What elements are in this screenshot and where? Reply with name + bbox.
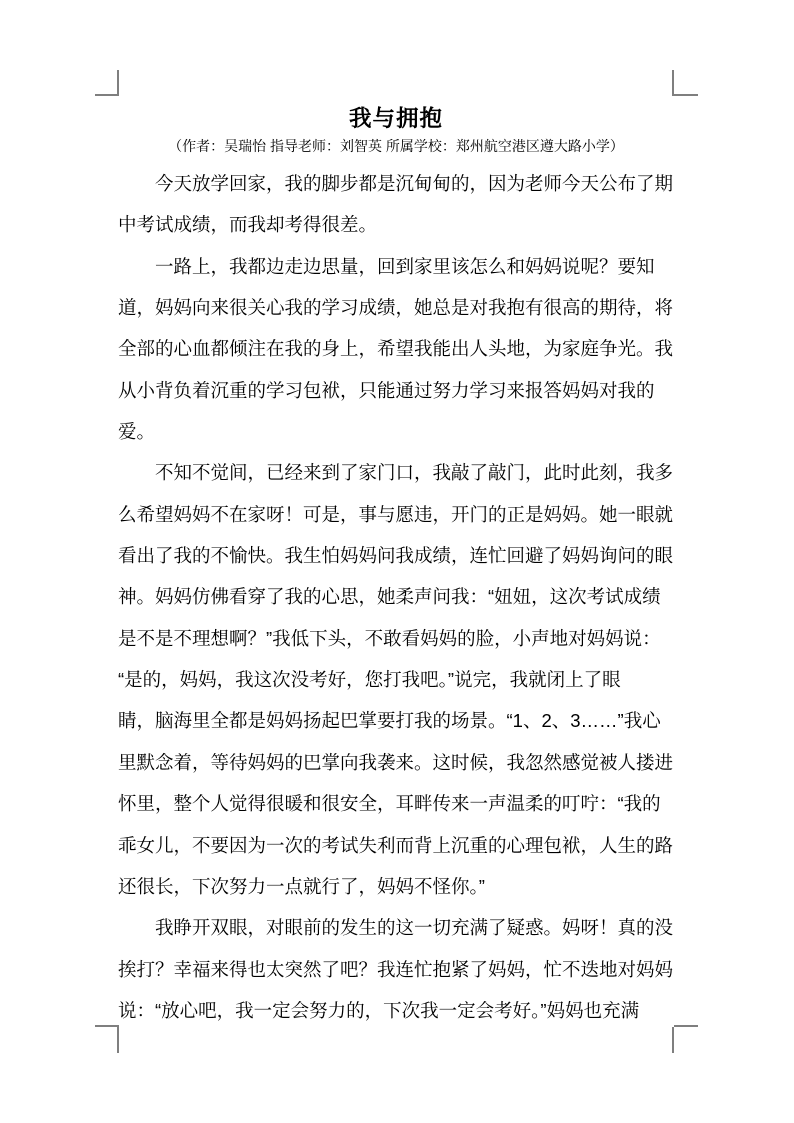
text-line: 怀里，整个人觉得很暖和很安全，耳畔传来一声温柔的叮咛：“我的 — [118, 793, 661, 815]
paragraph — [118, 246, 674, 453]
document-body — [118, 163, 674, 1031]
text-line: 么希望妈妈不在家呀！可是，事与愿违，开门的正是妈妈。她一眼就 — [118, 503, 674, 525]
text-line: 道，妈妈向来很关心我的学习成绩，她总是对我抱有很高的期待，将 — [118, 297, 674, 319]
crop-mark-top-left-horizontal — [95, 94, 119, 96]
paragraph — [118, 452, 674, 907]
crop-mark-top-left-vertical — [117, 70, 119, 96]
document-byline: （作者：吴瑞怡 指导老师：刘智英 所属学校：郑州航空港区遵大路小学） — [168, 138, 624, 154]
crop-mark-bottom-left-horizontal — [95, 1025, 119, 1027]
text-line: 乖女儿，不要因为一次的考试失利而背上沉重的心理包袱，人生的路 — [118, 834, 674, 856]
text-line: 从小背负着沉重的学习包袱，只能通过努力学习来报答妈妈对我的 — [118, 379, 655, 401]
text-line: 里默念着，等待妈妈的巴掌向我袭来。这时候，我忽然感觉被人搂进 — [118, 751, 674, 773]
text-line: 全部的心血都倾注在我的身上，希望我能出人头地，为家庭争光。我 — [118, 338, 674, 360]
crop-mark-bottom-right-horizontal — [674, 1025, 698, 1027]
text-line: 睛，脑海里全都是妈妈扬起巴掌要打我的场景。“1、2、3……”我心 — [118, 710, 661, 732]
text-line: 是不是不理想啊？”我低下头，不敢看妈妈的脸，小声地对妈妈说： — [118, 627, 661, 649]
text-line: 看出了我的不愉快。我生怕妈妈问我成绩，连忙回避了妈妈询问的眼 — [118, 545, 674, 567]
text-line: 说：“放心吧，我一定会努力的，下次我一定会考好。”妈妈也充满 — [118, 999, 640, 1021]
text-line: 我睁开双眼，对眼前的发生的这一切充满了疑惑。妈呀！真的没 — [155, 917, 674, 939]
text-line: 神。妈妈仿佛看穿了我的心思，她柔声问我：“妞妞，这次考试成绩 — [118, 586, 661, 608]
text-line: 爱。 — [118, 421, 156, 443]
crop-mark-top-right-vertical — [672, 70, 674, 96]
text-line: “是的，妈妈，我这次没考好，您打我吧。”说完，我就闭上了眼 — [118, 669, 621, 691]
paragraph — [118, 163, 674, 246]
document-title: 我与拥抱 — [348, 106, 443, 131]
text-line: 中考试成绩，而我却考得很差。 — [118, 214, 378, 236]
text-line: 一路上，我都边走边思量，回到家里该怎么和妈妈说呢？要知 — [155, 255, 655, 277]
text-line: 挨打？幸福来得也太突然了吧？我连忙抱紧了妈妈，忙不迭地对妈妈 — [118, 958, 674, 980]
crop-mark-top-right-horizontal — [674, 94, 698, 96]
paragraph — [118, 907, 674, 1031]
text-line: 今天放学回家，我的脚步都是沉甸甸的，因为老师今天公布了期 — [155, 173, 674, 194]
text-line: 不知不觉间，已经来到了家门口，我敲了敲门，此时此刻，我多 — [155, 462, 674, 484]
text-line: 还很长，下次努力一点就行了，妈妈不怪你。” — [118, 875, 485, 897]
